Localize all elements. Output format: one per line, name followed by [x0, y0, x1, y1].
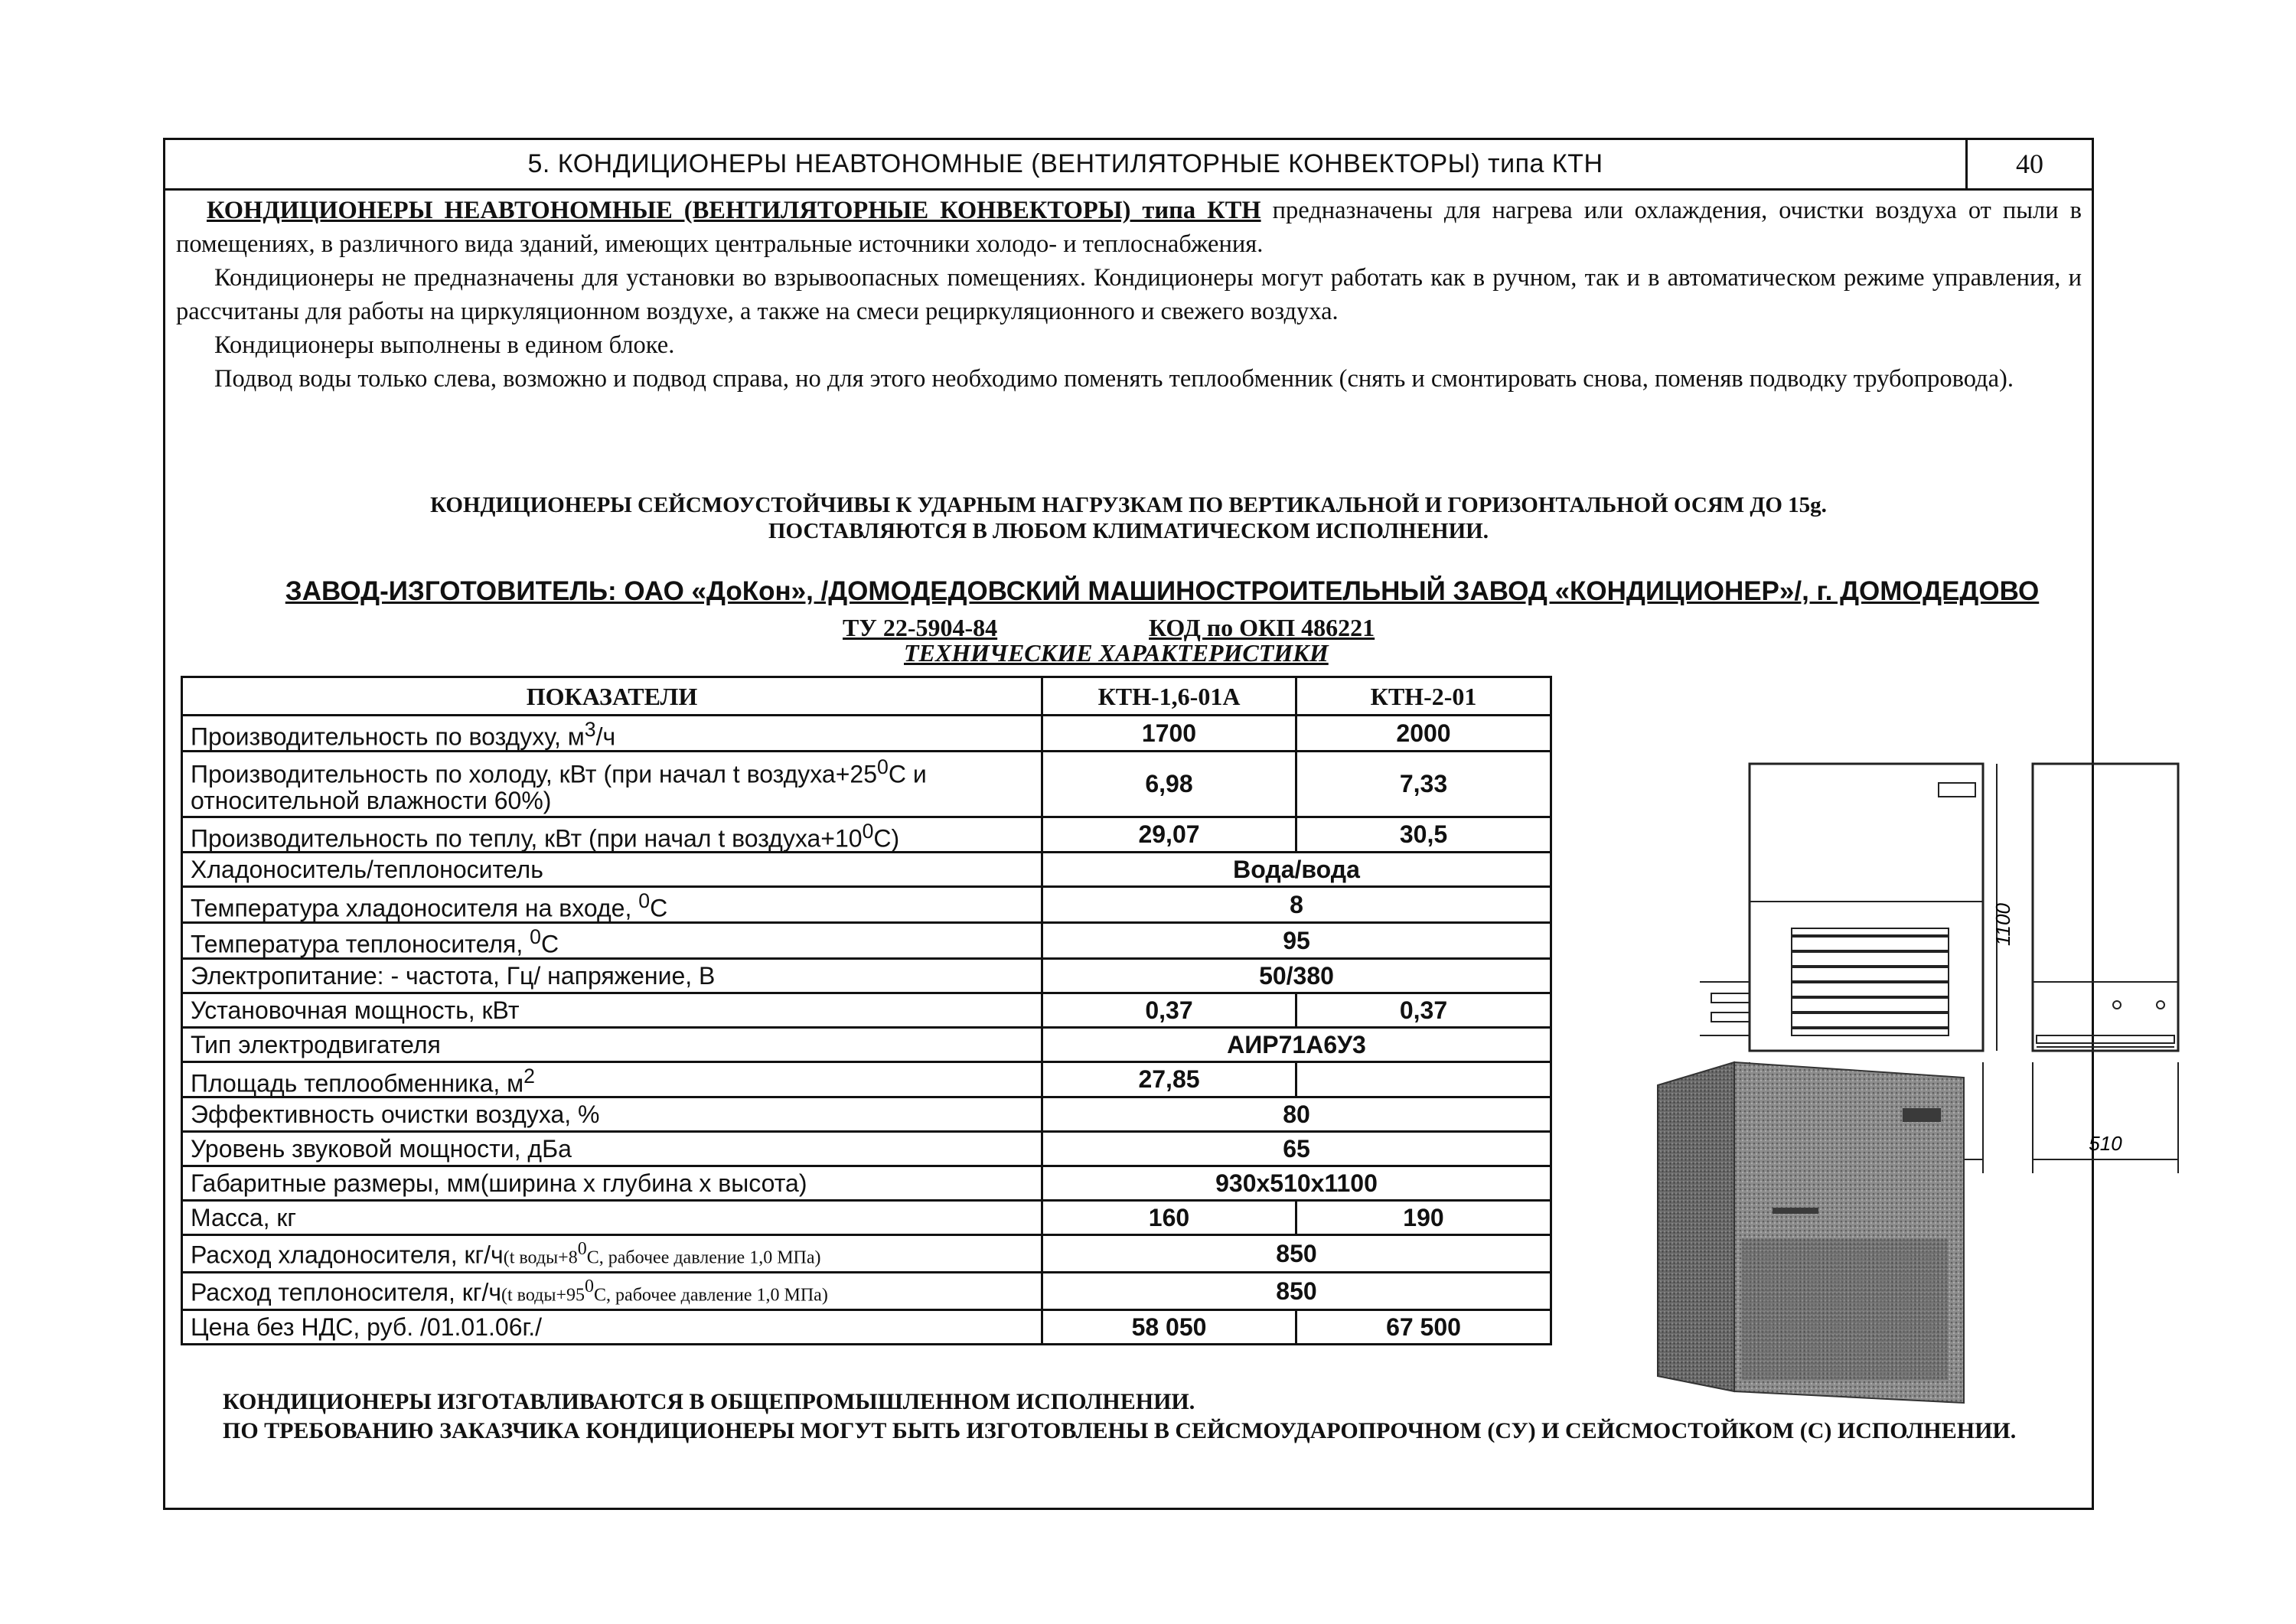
section-header — [165, 140, 2092, 191]
height-label: 1100 — [1991, 903, 2014, 946]
param-note: (t воды+8 — [503, 1247, 578, 1268]
param-cell — [182, 817, 1042, 853]
pipe-connections — [1700, 982, 1750, 1035]
table-row — [182, 1272, 1551, 1309]
table-row — [182, 1061, 1551, 1097]
param-cell — [182, 1166, 1042, 1201]
value-cell-a: 58 050 — [1042, 1309, 1296, 1344]
footer-line-1: КОНДИЦИОНЕРЫ ИЗГОТАВЛИВАЮТСЯ В ОБЩЕПРОМЫШЛЕННОМ ИСПОЛНЕНИИ. — [223, 1389, 1195, 1414]
param-cell — [182, 1235, 1042, 1273]
table-row — [182, 993, 1551, 1027]
unit-label — [1773, 1208, 1818, 1214]
intro-paragraph-4: Подвод воды только слева, возможно и подвод справа, но для этого необходимо поменять теплообменник (снять и смонтировать снова, поменяв подводку трубопровода). — [214, 365, 2014, 393]
param-sup: 0 — [530, 925, 541, 948]
param-note-tail: С, рабочее давление 1,0 МПа) — [594, 1285, 828, 1306]
param-text: Производительность по холоду, кВт (при начал t воздуха+25 — [191, 760, 877, 788]
control-panel-icon — [1939, 783, 1975, 797]
param-cell — [182, 887, 1042, 923]
value-cell-a: 0,37 — [1042, 993, 1296, 1027]
value-cell-b — [1296, 1061, 1551, 1097]
side-pipe-2 — [2157, 1001, 2164, 1009]
value-cell-both: 50/380 — [1042, 958, 1551, 993]
page-frame — [163, 138, 2122, 1510]
param-cell — [182, 1097, 1042, 1132]
param-tail: С и относительной влажности 60%) — [191, 760, 927, 814]
param-note-tail: С, рабочее давление 1,0 МПа) — [586, 1247, 821, 1268]
louvre-grille — [1792, 936, 1949, 1028]
value-cell-b: 7,33 — [1296, 751, 1551, 817]
table-row — [182, 751, 1551, 817]
param-sup: 3 — [584, 718, 596, 741]
side-base-rails — [2037, 1035, 2174, 1047]
side-view-outline — [2033, 764, 2178, 1051]
param-text: Производительность по теплу, кВт (при начал t воздуха+10 — [191, 824, 863, 853]
tu-code: ТУ 22-5904-84 — [843, 614, 998, 641]
value-cell-a: 29,07 — [1042, 817, 1296, 853]
param-cell — [182, 1132, 1042, 1166]
depth-label: 510 — [2089, 1132, 2122, 1155]
param-text: Электропитание: - частота, Гц/ напряжение, В — [191, 961, 716, 990]
intro-paragraph-2: Кондиционеры не предназначены для установки во взрывоопасных помещениях. Кондиционеры могут работать как в ручном, так и в автоматическом режиме управления, и рассчитаны для работы на циркуляционном воздухе, а также на смеси рециркуляционного и свежего воздуха. — [176, 264, 2082, 325]
value-cell-both: 65 — [1042, 1132, 1551, 1166]
param-text: Расход теплоносителя, кг/ч — [191, 1278, 502, 1306]
param-cell — [182, 1309, 1042, 1344]
param-cell — [182, 993, 1042, 1027]
param-cell — [182, 751, 1042, 817]
table-row — [182, 1166, 1551, 1201]
param-cell — [182, 922, 1042, 958]
param-text: Хладоноситель/теплоноситель — [191, 856, 543, 884]
okp-code: КОД по ОКП 486221 — [1149, 614, 1375, 641]
seismic-notice — [165, 492, 2092, 544]
param-text: Уровень звуковой мощности, дБа — [191, 1135, 572, 1163]
footer-notes — [165, 1388, 2094, 1446]
param-sup: 0 — [638, 889, 651, 913]
value-cell-both: 850 — [1042, 1235, 1551, 1273]
unit-lower-grille — [1742, 1238, 1949, 1380]
section-title: 5. КОНДИЦИОНЕРЫ НЕАВТОНОМНЫЕ (ВЕНТИЛЯТОРНЫЕ КОНВЕКТОРЫ) типа КТН — [165, 140, 1968, 188]
value-cell-b: 2000 — [1296, 716, 1551, 752]
param-sup: 2 — [523, 1064, 535, 1088]
param-tail: С) — [873, 824, 900, 853]
value-cell-a: 1700 — [1042, 716, 1296, 752]
param-text: Производительность по воздуху, м — [191, 722, 585, 751]
intro-paragraph-1 — [176, 194, 2082, 261]
table-row — [182, 853, 1551, 887]
param-text: Установочная мощность, кВт — [191, 996, 520, 1024]
param-tail: С — [650, 894, 668, 922]
table-row — [182, 887, 1551, 923]
value-cell-both: 95 — [1042, 922, 1551, 958]
param-cell — [182, 716, 1042, 752]
side-pipe-1 — [2113, 1001, 2121, 1009]
value-cell-b: 0,37 — [1296, 993, 1551, 1027]
param-note-sup: 0 — [577, 1239, 587, 1260]
param-sup: 0 — [877, 755, 889, 779]
table-row — [182, 817, 1551, 853]
intro-lead: КОНДИЦИОНЕРЫ НЕАВТОНОМНЫЕ (ВЕНТИЛЯТОРНЫЕ КОНВЕКТОРЫ) типа КТН — [207, 197, 1261, 224]
table-header-row — [182, 677, 1551, 716]
value-cell-b: 190 — [1296, 1201, 1551, 1235]
value-cell-a: 160 — [1042, 1201, 1296, 1235]
param-text: Масса, кг — [191, 1204, 297, 1232]
unit-panel — [1903, 1108, 1941, 1122]
param-sup: 0 — [862, 819, 874, 843]
param-text: Тип электродвигателя — [191, 1030, 441, 1058]
seismic-line-1: КОНДИЦИОНЕРЫ СЕЙСМОУСТОЙЧИВЫ К УДАРНЫМ НАГРУЗКАМ ПО ВЕРТИКАЛЬНОЙ И ГОРИЗОНТАЛЬНОЙ ОСЯМ ДО 15g. — [430, 493, 1827, 517]
manufacturer: ЗАВОД-ИЗГОТОВИТЕЛЬ: ОАО «ДоКон», /ДОМОДЕДОВСКИЙ МАШИНОСТРОИТЕЛЬНЫЙ ЗАВОД «КОНДИЦИОНЕР»/, г. ДОМОДЕДОВО — [285, 576, 2040, 606]
param-text: Габаритные размеры, мм(ширина х глубина х высота) — [191, 1169, 807, 1198]
value-cell-both: Вода/вода — [1042, 853, 1551, 887]
param-cell — [182, 1061, 1042, 1097]
param-cell — [182, 1201, 1042, 1235]
unit-side-face — [1658, 1062, 1734, 1391]
unit-photo — [1642, 1055, 1987, 1414]
header-model-a: КТН-1,6-01А — [1042, 677, 1296, 716]
param-text: Площадь теплообменника, м — [191, 1069, 524, 1097]
param-tail: /ч — [595, 722, 616, 751]
param-note: (t воды+95 — [501, 1285, 585, 1306]
value-cell-both: 850 — [1042, 1272, 1551, 1309]
value-cell-both: 80 — [1042, 1097, 1551, 1132]
param-note-sup: 0 — [585, 1276, 595, 1296]
spec-table — [181, 676, 1552, 1345]
param-tail: С — [540, 930, 559, 958]
intro-text — [176, 194, 2082, 396]
table-row — [182, 1132, 1551, 1166]
tech-specs-title: ТЕХНИЧЕСКИЕ ХАРАКТЕРИСТИКИ — [904, 639, 1329, 667]
param-cell — [182, 958, 1042, 993]
value-cell-a: 27,85 — [1042, 1061, 1296, 1097]
intro-p1-rest: предназначены для нагрева или охлаждения, очистки воздуха от пыли в помещениях, в различного вида зданий, имеющих центральные источники холодо- и теплоснабжения. — [176, 197, 2082, 258]
param-cell — [182, 1027, 1042, 1061]
table-row — [182, 922, 1551, 958]
table-row — [182, 1097, 1551, 1132]
table-row — [182, 1235, 1551, 1273]
value-cell-b: 30,5 — [1296, 817, 1551, 853]
footer-line-2: ПО ТРЕБОВАНИЮ ЗАКАЗЧИКА КОНДИЦИОНЕРЫ МОГУТ БЫТЬ ИЗГОТОВЛЕНЫ В СЕЙСМОУДАРОПРОЧНОМ (СУ) И СЕЙСМОСТОЙКОМ (С) ИСПОЛНЕНИИ. — [223, 1418, 2017, 1443]
param-cell — [182, 1272, 1042, 1309]
intro-paragraph-3: Кондиционеры выполнены в едином блоке. — [214, 331, 675, 359]
page-number: 40 — [2016, 148, 2043, 179]
value-cell-both: 930х510х1100 — [1042, 1166, 1551, 1201]
table-row — [182, 958, 1551, 993]
value-cell-both: АИР71А6У3 — [1042, 1027, 1551, 1061]
param-text: Температура теплоносителя, — [191, 930, 530, 958]
header-param: ПОКАЗАТЕЛИ — [182, 677, 1042, 716]
table-row — [182, 716, 1551, 752]
value-cell-b: 67 500 — [1296, 1309, 1551, 1344]
seismic-line-2: ПОСТАВЛЯЮТСЯ В ЛЮБОМ КЛИМАТИЧЕСКОМ ИСПОЛНЕНИИ. — [768, 519, 1489, 543]
header-model-b: КТН-2-01 — [1296, 677, 1551, 716]
table-row — [182, 1201, 1551, 1235]
table-row — [182, 1027, 1551, 1061]
value-cell-a: 6,98 — [1042, 751, 1296, 817]
value-cell-both: 8 — [1042, 887, 1551, 923]
param-text: Цена без НДС, руб. /01.01.06г./ — [191, 1313, 543, 1341]
table-row — [182, 1309, 1551, 1344]
param-cell — [182, 853, 1042, 887]
param-text: Эффективность очистки воздуха, % — [191, 1101, 600, 1129]
param-text: Расход хладоносителя, кг/ч — [191, 1241, 504, 1269]
param-text: Температура хладоносителя на входе, — [191, 894, 639, 922]
